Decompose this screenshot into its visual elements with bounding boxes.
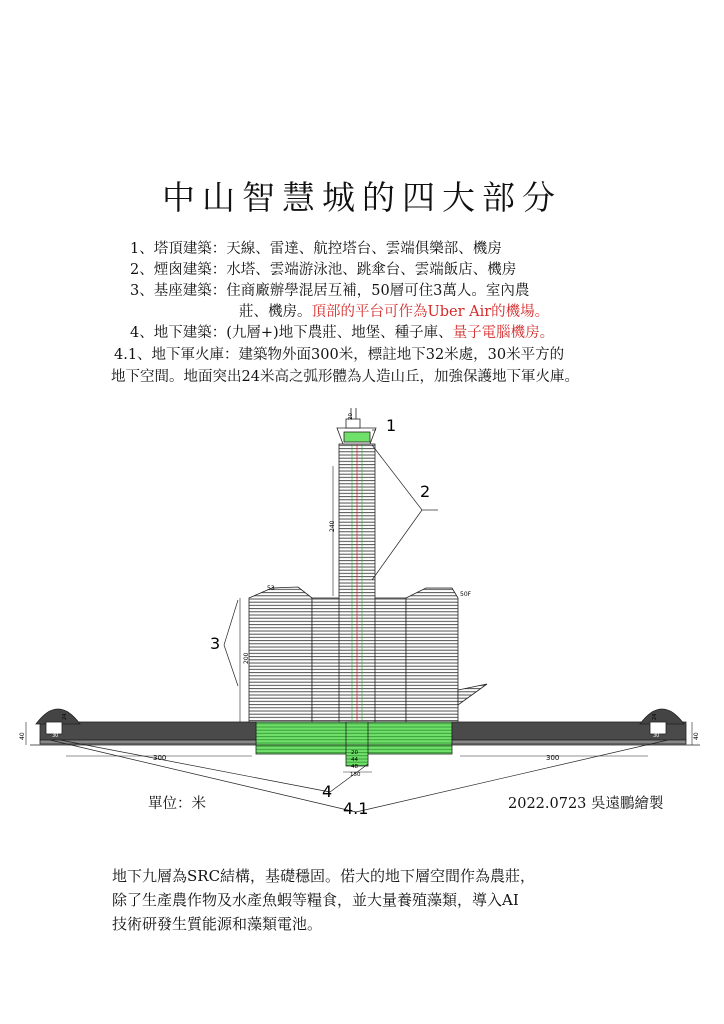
unit-label: 單位：米 bbox=[148, 796, 206, 812]
paragraph-line: 地下九層為SRC結構，基礎穩固。偌大的地下層空間作為農莊， bbox=[112, 867, 536, 885]
callout-3: 3 bbox=[210, 634, 221, 653]
dim-label: 300 bbox=[546, 754, 560, 762]
description-paragraph bbox=[112, 864, 535, 936]
dim-label: 40 bbox=[693, 732, 700, 740]
dim-label: 50F bbox=[460, 591, 472, 598]
paragraph-line: 技術研發生質能源和藻類電池。 bbox=[112, 915, 323, 933]
dim-label: 240 bbox=[329, 520, 336, 532]
dim-label: 48 bbox=[351, 764, 358, 770]
item-highlight: 量子電腦機房。 bbox=[452, 325, 555, 341]
paragraph-line: 除了生產農作物及水產魚蝦等糧食，並大量養殖藻類，導入AI bbox=[112, 891, 519, 909]
page-title: 中山智慧城的四大部分 bbox=[162, 178, 562, 217]
item-text: 地下空間。地面突出24米高之弧形體為人造山丘，加強保護地下軍火庫。 bbox=[111, 369, 579, 385]
dim-label: 200 bbox=[243, 652, 250, 664]
author-line: 2022.0723 吳遠鵬繪製 bbox=[508, 796, 664, 812]
callout-2: 2 bbox=[420, 482, 431, 501]
dim-label: 40 bbox=[19, 732, 26, 740]
dim-label: 20 bbox=[351, 750, 358, 756]
dim-label: 32 bbox=[653, 726, 660, 732]
item-text: 4、地下建築：(九層+)地下農莊、地堡、種子庫、 bbox=[130, 325, 453, 341]
dim-label: 24 bbox=[652, 713, 658, 720]
dim-label: 150 bbox=[350, 772, 361, 778]
callout-4-1: 4.1 bbox=[343, 799, 369, 818]
dim-label: 32 bbox=[52, 726, 59, 732]
item-text: 4.1、地下軍火庫：建築物外面300米，標註地下32米處，30米平方的 bbox=[114, 347, 565, 363]
tower bbox=[337, 408, 376, 766]
dim-label: 53 bbox=[267, 585, 275, 592]
dim-label: 30 bbox=[52, 733, 59, 739]
item-text: 1、塔頂建築：天線、雷達、航控塔台、雲端俱樂部、機房 bbox=[130, 241, 502, 257]
item-text: 莊、機房。 bbox=[239, 304, 312, 320]
item-highlight: 頂部的平台可作為Uber Air的機場。 bbox=[311, 304, 550, 320]
dim-label: 20 bbox=[348, 413, 354, 420]
dim-label: 24 bbox=[62, 713, 68, 720]
dim-label: 44 bbox=[351, 757, 358, 763]
callout-4: 4 bbox=[322, 782, 333, 801]
dim-label: 30 bbox=[653, 733, 660, 739]
item-text: 3、基座建築：住商廠辦學混居互補，50層可住3萬人。室內農 bbox=[130, 283, 530, 299]
dim-label: 300 bbox=[153, 754, 167, 762]
callout-1: 1 bbox=[386, 416, 397, 435]
item-text: 2、煙囪建築：水塔、雲端游泳池、跳傘台、雲端飯店、機房 bbox=[130, 262, 517, 278]
